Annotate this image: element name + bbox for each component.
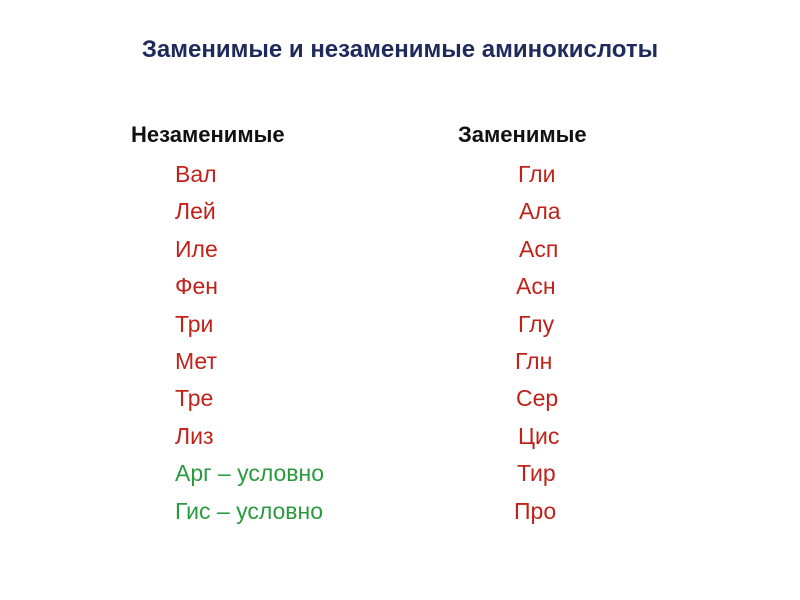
nonessential-item: Ала [519,198,561,224]
essential-item: Три [175,311,214,337]
nonessential-item: Гли [518,161,556,187]
nonessential-item: Тир [517,460,556,486]
essential-item: Гис – условно [175,498,324,524]
nonessential-item: Сер [516,385,559,411]
essential-item: Тре [175,385,214,411]
nonessential-item: Глу [518,311,555,337]
nonessential-item: Цис [518,423,560,449]
essential-column-header: Незаменимые [131,122,285,147]
essential-item: Вал [175,161,217,187]
essential-item: Лиз [175,423,214,449]
nonessential-item: Асн [516,273,556,299]
essential-item: Иле [175,236,218,262]
essential-item: Арг – условно [175,460,325,486]
nonessential-item: Про [514,498,557,524]
nonessential-item: Асп [519,236,559,262]
nonessential-item: Глн [515,348,553,374]
nonessential-column-header: Заменимые [458,122,587,147]
essential-item: Мет [175,348,217,374]
page-title: Заменимые и незаменимые аминокислоты [141,36,659,63]
essential-item: Лей [175,198,216,224]
essential-item: Фен [175,273,218,299]
